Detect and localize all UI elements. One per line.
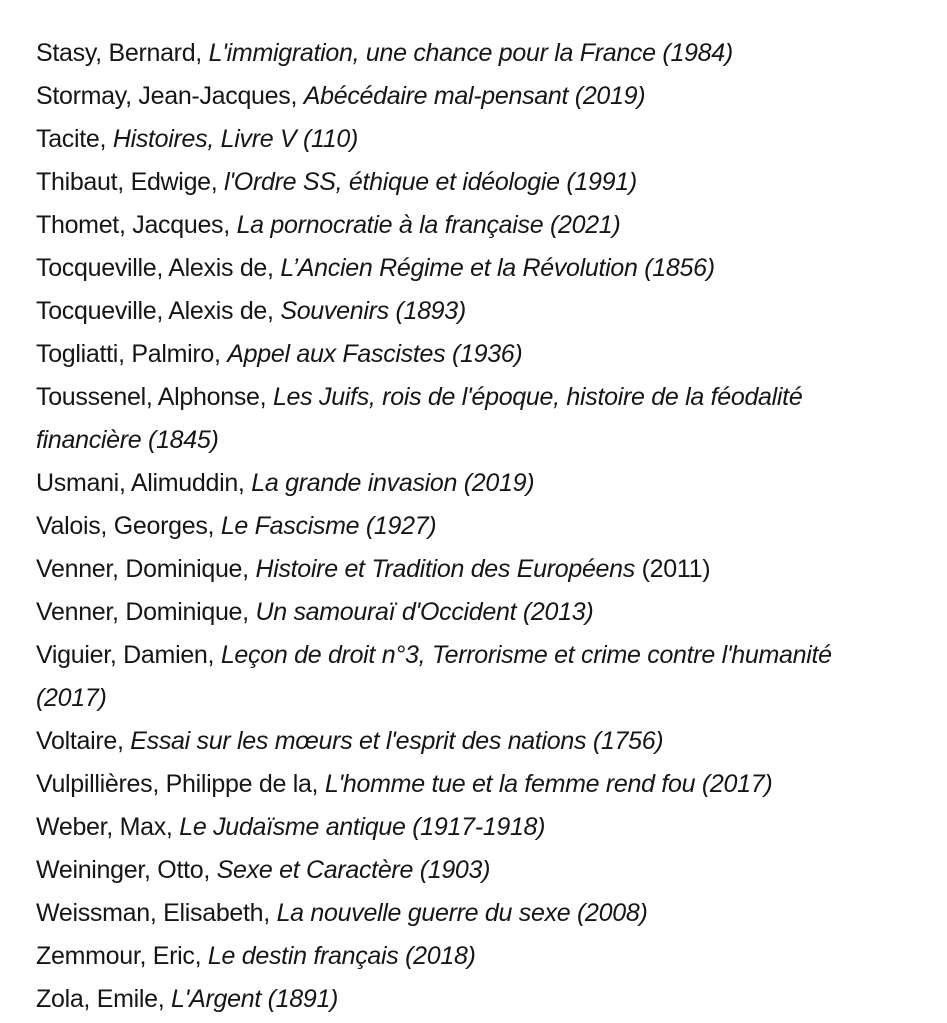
entry-author: Tocqueville, Alexis de, [36, 297, 281, 325]
list-item [36, 376, 907, 462]
list-item [36, 32, 907, 75]
entry-title: Le destin français (2018) [207, 942, 476, 970]
entry-author: Toussenel, Alphonse, [36, 383, 273, 411]
entry-author: Venner, Dominique, [36, 555, 256, 583]
list-item [36, 935, 907, 978]
list-item [36, 548, 907, 591]
entry-author: Weissman, Elisabeth, [36, 899, 277, 927]
entry-title: Souvenirs (1893) [280, 297, 466, 325]
entry-author: Stasy, Bernard, [36, 39, 209, 67]
list-item [36, 763, 907, 806]
entry-title: L'Argent (1891) [171, 985, 339, 1013]
entry-author: Togliatti, Palmiro, [36, 340, 228, 368]
list-item [36, 505, 907, 548]
entry-title: l'Ordre SS, éthique et idéologie (1991) [224, 168, 637, 196]
entry-author: Voltaire, [36, 727, 131, 755]
entry-title: L’Ancien Régime et la Révolution (1856) [280, 254, 715, 282]
entry-title: Les Juifs, rois de l'époque, histoire de la féodalité financière (1845) [36, 383, 803, 454]
entry-title: Sexe et Caractère (1903) [216, 856, 491, 884]
entry-title: La pornocratie à la française (2021) [236, 211, 621, 239]
entry-title: Le Judaïsme antique (1917-1918) [179, 813, 546, 841]
entry-author: Valois, Georges, [36, 512, 221, 540]
entry-title: Essai sur les mœurs et l'esprit des nations (1756) [130, 727, 664, 755]
list-item [36, 290, 907, 333]
list-item [36, 118, 907, 161]
entry-author: Thibaut, Edwige, [36, 168, 225, 196]
entry-author: Zemmour, Eric, [36, 942, 208, 970]
entry-author: Viguier, Damien, [36, 641, 221, 669]
entry-author: Venner, Dominique, [36, 598, 256, 626]
entry-title: Leçon de droit n°3, Terrorisme et crime contre l'humanité (2017) [36, 641, 832, 712]
entry-author: Vulpillières, Philippe de la, [36, 770, 325, 798]
entry-title: L'immigration, une chance pour la France (1984) [208, 39, 733, 67]
list-item [36, 204, 907, 247]
list-item [36, 720, 907, 763]
list-item [36, 247, 907, 290]
entry-title: Appel aux Fascistes (1936) [227, 340, 523, 368]
entry-author: Thomet, Jacques, [36, 211, 237, 239]
list-item [36, 634, 907, 720]
entry-title: Abécédaire mal-pensant (2019) [303, 82, 646, 110]
list-item [36, 75, 907, 118]
entry-title: Le Fascisme (1927) [220, 512, 437, 540]
entry-author: Zola, Emile, [36, 985, 172, 1013]
entry-title: L'homme tue et la femme rend fou (2017) [324, 770, 773, 798]
list-item [36, 591, 907, 634]
entry-title: Histoires, Livre V (110) [112, 125, 359, 153]
entry-author: Stormay, Jean-Jacques, [36, 82, 304, 110]
entry-title: La nouvelle guerre du sexe (2008) [276, 899, 648, 927]
entry-author: Usmani, Alimuddin, [36, 469, 252, 497]
entry-author: Weber, Max, [36, 813, 180, 841]
list-item [36, 806, 907, 849]
list-item [36, 978, 907, 1021]
entry-title: La grande invasion (2019) [251, 469, 535, 497]
entry-author: Weininger, Otto, [36, 856, 217, 884]
entry-title: Histoire et Tradition des Européens [255, 555, 635, 583]
list-item [36, 333, 907, 376]
entry-year: (2011) [634, 555, 711, 583]
entry-author: Tacite, [36, 125, 113, 153]
list-item [36, 462, 907, 505]
list-item [36, 161, 907, 204]
list-item [36, 849, 907, 892]
bibliography-list [36, 32, 907, 1021]
list-item [36, 892, 907, 935]
entry-author: Tocqueville, Alexis de, [36, 254, 281, 282]
entry-title: Un samouraï d'Occident (2013) [255, 598, 594, 626]
